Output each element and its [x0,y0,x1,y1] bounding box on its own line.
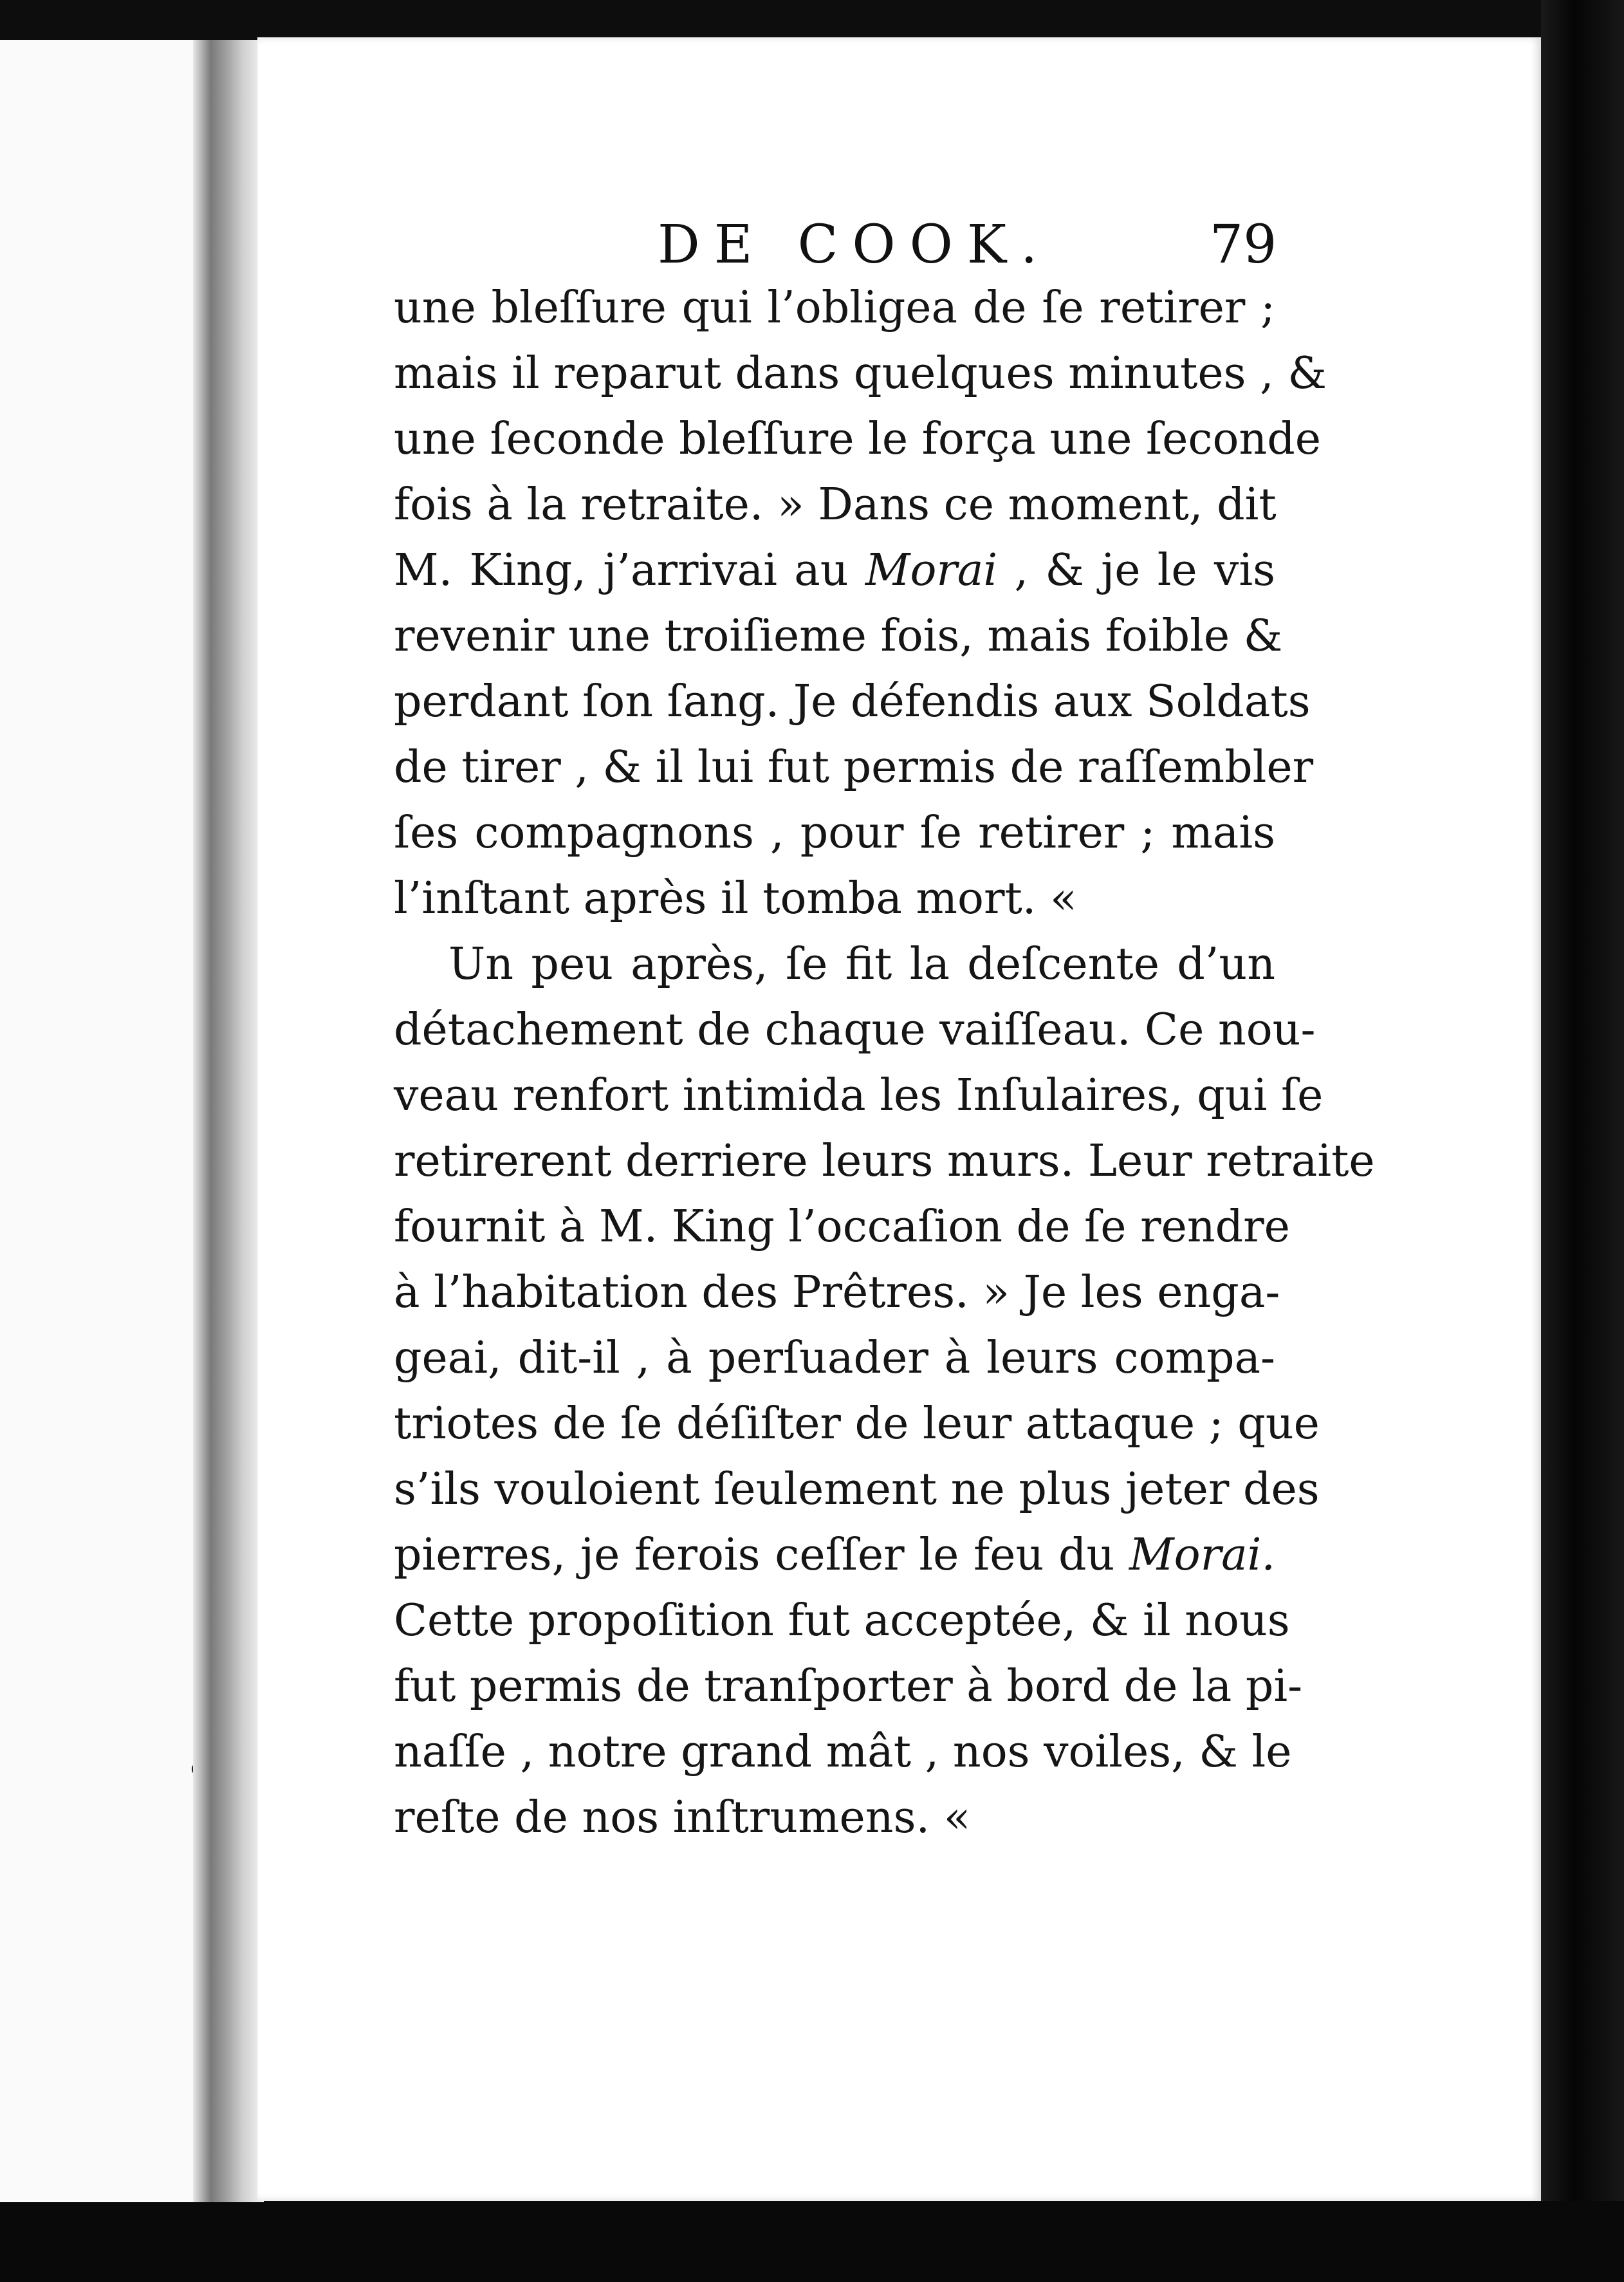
text-run: M. King, j’arrivai au [394,545,865,596]
text-run: pierres, je ferois ceſſer le feu du [394,1530,1130,1581]
text-line: ſes compagnons , pour ſe retirer ; mais [394,808,1275,858]
text-run: , & je le vis [997,545,1275,596]
running-head-title: DE COOK. [658,214,1052,275]
text-line: naſſe , notre grand mât , nos voiles, & le [394,1727,1292,1777]
running-head [257,210,1541,281]
text-line: revenir une troiſieme fois, mais foible & [394,611,1283,662]
text-line: une bleſſure qui l’obligea de ſe retirer ; [394,283,1275,333]
text-line: perdant ſon ſang. Je défendis aux Soldats [394,676,1311,727]
book-page [257,37,1541,2201]
text-line: Cette propoſition fut acceptée, & il nous [394,1595,1290,1646]
text-line: à l’habitation des Prêtres. » Je les enga- [394,1267,1280,1318]
text-line: s’ils vouloient ſeulement ne plus jeter des [394,1464,1320,1515]
text-line: une ſeconde bleſſure le força une ſeconde [394,414,1321,465]
text-line [394,538,1275,604]
text-line: veau renfort intimida les Inſulaires, qui ſe [394,1070,1324,1121]
text-line: fournit à M. King l’occaſion de ſe rendre [394,1201,1290,1252]
page-number: 79 [1210,214,1277,275]
scan-background-top [0,0,1624,40]
text-line: triotes de ſe déſiſter de leur attaque ; que [394,1398,1320,1449]
facing-page-edge [0,40,212,2202]
text-line: de tirer , & il lui fut permis de raſſembler [394,742,1314,793]
text-line: fut permis de tranſporter à bord de la pi- [394,1661,1303,1712]
italic-place-name: Morai. [1129,1530,1275,1581]
text-line: retirerent derriere leurs murs. Leur retraite [394,1136,1375,1187]
text-line: Un peu après, ſe fit la deſcente d’un [448,939,1275,990]
scan-background-bottom [0,2201,1624,2282]
scan-background-right [1541,0,1624,2282]
text-line: détachement de chaque vaiſſeau. Ce nou- [394,1005,1316,1055]
text-line [394,1523,1275,1588]
text-line: l’inſtant après il tomba mort. « [394,873,1077,924]
italic-place-name: Morai [865,545,998,596]
page-gutter-shadow [193,40,264,2202]
text-line: reſte de nos inſtrumens. « [394,1792,971,1843]
body-text [394,275,1375,1851]
text-line: geai, dit-il , à perſuader à leurs compa- [394,1333,1275,1384]
text-line: mais il reparut dans quelques minutes , & [394,348,1327,399]
text-line: fois à la retraite. » Dans ce moment, dit [394,479,1277,530]
